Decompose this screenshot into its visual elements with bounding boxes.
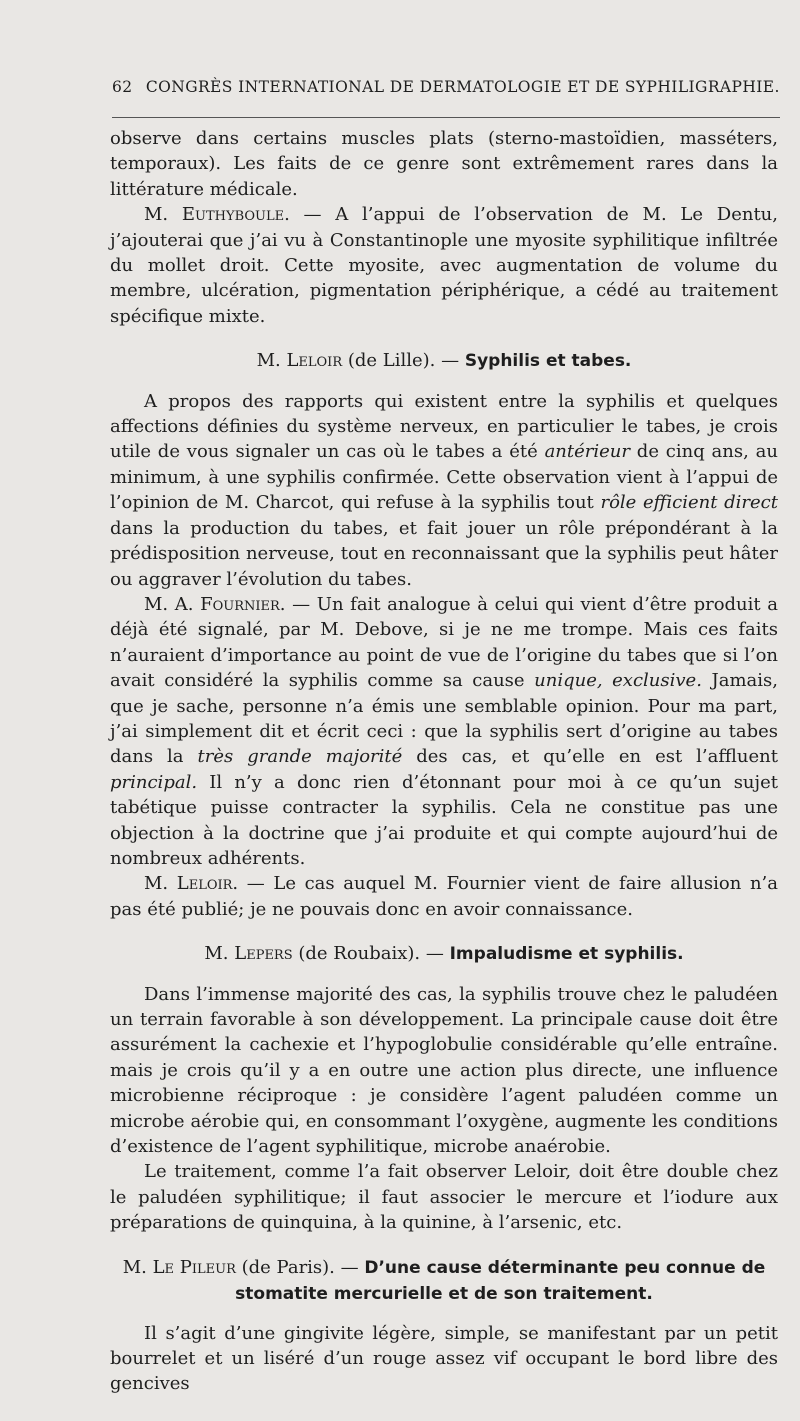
- emphasis-text: très grande majorité: [197, 746, 403, 768]
- header-rule: [112, 117, 780, 118]
- speaker-name: M. A. Fournier.: [144, 593, 286, 615]
- paragraph-text: — Le cas auquel M. Fournier vient de faire allusion n’a pas été publié; je ne pouvais donc en avoir connaissance.: [110, 873, 778, 920]
- paragraph-leloir-reply: [110, 871, 778, 922]
- page-number: 62: [112, 78, 133, 96]
- paragraph-text: Dans l’immense majorité des cas, la syphilis trouve chez le paludéen un terrain favorable à son développement. La principale cause doit être assurément la cachexie et l’hypoglobulie considérable qu’elle entraîne. mais je crois qu’il y a en outre une action plus directe, une influence microbienne réciproque : je considère l’agent paludéen comme un microbe aérobie qui, en consommant l’oxygène, augmente les conditions d’existence de l’agent syphilitique, microbe anaérobie.: [110, 983, 778, 1158]
- paragraph-lepers: [110, 982, 778, 1160]
- speaker-place: (de Paris). —: [235, 1256, 365, 1278]
- paragraph-text: Le traitement, comme l’a fait observer Leloir, doit être double chez le paludéen syphilitique; il faut associer le mercure et l’iodure aux préparations de quinquina, à la quinine, à l’arsenic, etc.: [110, 1161, 778, 1234]
- emphasis-text: unique, exclusive.: [534, 670, 702, 692]
- section-title: Syphilis et tabes.: [464, 351, 632, 372]
- paragraph-fournier: [110, 592, 778, 871]
- speaker-name: M. Leloir.: [144, 873, 239, 895]
- speaker-name: M. Lepers: [204, 943, 293, 965]
- speaker-place: (de Lille). —: [342, 350, 465, 372]
- speaker-name: M. Le Pileur: [122, 1256, 236, 1278]
- paragraph-text: — Un fait analogue à celui qui vient d’être produit a déjà été signalé, par M. Debove, si je ne me trompe. Mais ces faits n’auraient d’importance au point de vue de l’origine du tabes que si l’on avait considéré la syphilis comme sa cause: [110, 593, 778, 692]
- paragraph-text: Il s’agit d’une gingivite légère, simple, se manifestant par un petit bourrelet et un liséré d’un rouge assez vif occupant le bord libre des gencives: [110, 1322, 778, 1395]
- paragraph-continued: [110, 126, 778, 202]
- paragraph-text: A propos des rapports qui existent entre la syphilis et quelques affections définies du système nerveux, en particulier le tabes, je crois utile de vous signaler un cas où le tabes a été: [110, 390, 778, 463]
- paragraph-text: des cas, et qu’elle en est l’affluent: [402, 746, 778, 768]
- paragraph-text: de cinq ans, au minimum, à une syphilis confirmée. Cette observation vient à l’appui de l’opinion de M. Charcot, qui refuse à la syphilis tout: [110, 441, 778, 514]
- emphasis-text: antérieur: [544, 441, 630, 463]
- section-heading-impaludisme: [110, 941, 778, 967]
- emphasis-text: rôle efficient direct: [600, 492, 779, 514]
- emphasis-text: principal.: [110, 771, 198, 793]
- section-title: Impaludisme et syphilis.: [449, 944, 684, 965]
- paragraph-euthyboule: [110, 202, 778, 329]
- paragraph-text: observe dans certains muscles plats (sterno-mastoïdien, masséters, temporaux). Les faits de ce genre sont extrêmement rares dans la littérature médicale.: [110, 128, 778, 200]
- paragraph-leloir: [110, 389, 778, 592]
- section-title: D’une cause déterminante peu connue de stomatite mercurielle et de son traitement.: [235, 1257, 766, 1304]
- section-heading-syphilis-tabes: [110, 348, 778, 374]
- page-body: [110, 126, 778, 1397]
- speaker-name: M. Leloir: [256, 350, 343, 372]
- running-header: [112, 78, 780, 96]
- paragraph-text: — A l’appui de l’observation de M. Le Dentu, j’ajouterai que j’ai vu à Constantinople une myosite syphilitique infiltrée du mollet droit. Cette myosite, avec augmentation de volume du membre, ulcération, pigmentation périphérique, a cédé au traitement spécifique mixte.: [110, 204, 778, 327]
- speaker-place: (de Roubaix). —: [292, 943, 450, 965]
- paragraph-le-pileur: [110, 1321, 778, 1397]
- paragraph-text: dans la production du tabes, et fait jouer un rôle prépondérant à la prédisposition nerveuse, tout en reconnaissant que la syphilis peut hâter ou aggraver l’évolution du tabes.: [110, 517, 778, 590]
- speaker-name: M. Euthyboule.: [144, 204, 290, 226]
- paragraph-text: Il n’y a donc rien d’étonnant pour moi à ce qu’un sujet tabétique puisse contracter la syphilis. Cela ne constitue pas une objection à la doctrine que j’ai produite et qui compte aujourd’hui de nombreux adhérents.: [110, 771, 778, 869]
- paragraph-text: Jamais, que je sache, personne n’a émis une semblable opinion. Pour ma part, j’ai simplement dit et écrit ceci : que la syphilis sert d’origine au tabes dans la: [110, 670, 778, 768]
- section-heading-stomatite: [110, 1255, 778, 1307]
- running-title: CONGRÈS INTERNATIONAL DE DERMATOLOGIE ET DE SYPHILIGRAPHIE.: [145, 78, 780, 96]
- paragraph-traitement: [110, 1159, 778, 1235]
